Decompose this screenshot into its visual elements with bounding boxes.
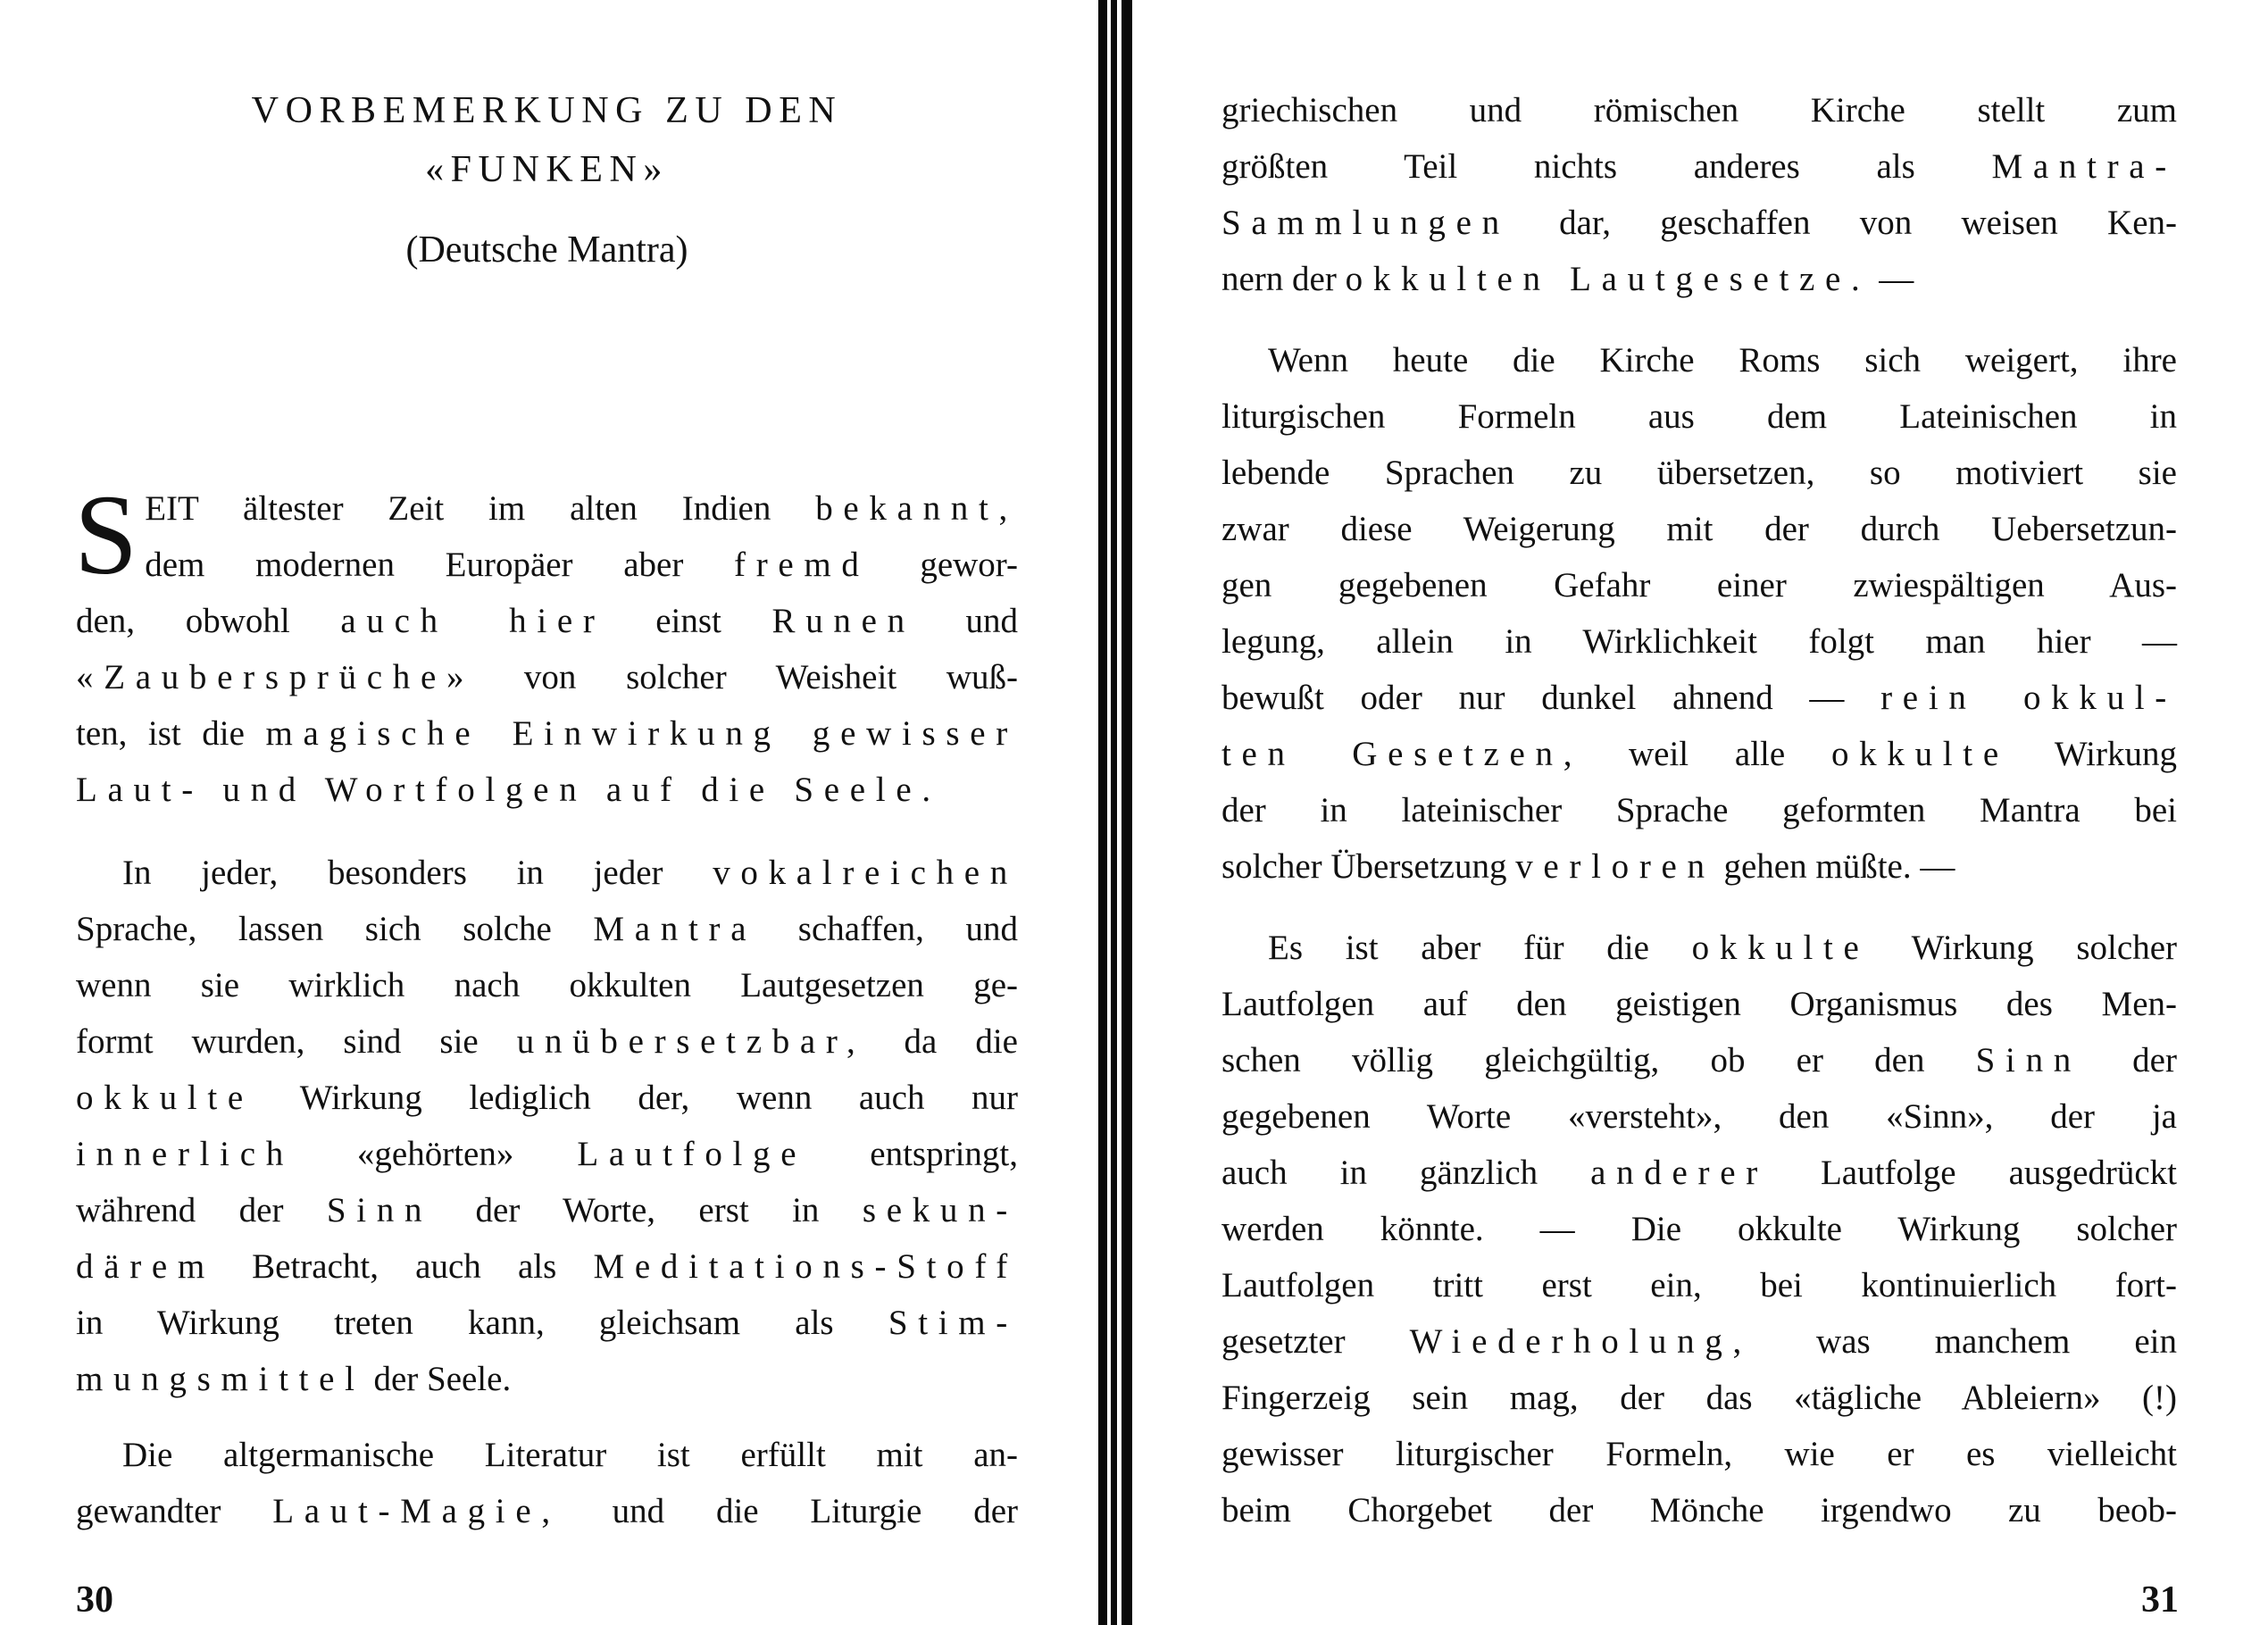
chapter-subtitle: (Deutsche Mantra) xyxy=(405,229,688,271)
text-line xyxy=(1222,1313,2177,1370)
text-segment: gewisser liturgischer Formeln, wie er es vielleicht xyxy=(1222,1435,2177,1473)
emphasized-spaced-text: Meditations-Stoff xyxy=(593,1247,1018,1286)
text-segment: schaffen, und xyxy=(756,910,1018,948)
emphasized-spaced-text: okkulte xyxy=(1691,929,1870,967)
text-segment: nern der xyxy=(1222,260,1346,298)
text-segment: gewandter xyxy=(76,1492,273,1530)
text-line xyxy=(76,1483,1018,1539)
text-segment: von solcher Weisheit wuß- xyxy=(474,658,1018,696)
text-line xyxy=(76,845,1018,901)
emphasized-spaced-text: Sammlungen xyxy=(1222,204,1510,242)
text-line xyxy=(76,957,1018,1013)
emphasized-spaced-text: Mantra xyxy=(593,910,757,948)
text-line xyxy=(1222,195,2177,251)
text-line xyxy=(76,705,1018,762)
text-line xyxy=(1222,670,2177,726)
text-line xyxy=(1222,1426,2177,1482)
text-segment: liturgischen Formeln aus dem Lateinischen in xyxy=(1222,397,2177,436)
text-segment: griechischen und römischen Kirche stellt zum xyxy=(1222,91,2177,129)
text-line xyxy=(1222,976,2177,1032)
text-line xyxy=(1222,138,2177,195)
text-segment: gegebenen Worte «versteht», den «Sinn», der ja xyxy=(1222,1097,2177,1136)
emphasized-spaced-text: okkulten Lautgesetze. xyxy=(1345,260,1871,298)
text-line xyxy=(1222,1088,2177,1145)
text-line xyxy=(1222,1257,2177,1313)
text-line xyxy=(1222,501,2177,557)
left-page xyxy=(0,0,1094,1625)
text-segment: in Wirkung treten kann, gleichsam als xyxy=(76,1304,888,1342)
text-segment: und xyxy=(914,602,1018,640)
text-segment: In jeder, besonders in jeder xyxy=(122,854,713,892)
text-segment: gewor- xyxy=(869,546,1018,584)
text-line xyxy=(76,480,1018,537)
text-line xyxy=(76,762,1018,818)
text-segment: der Worte, erst in xyxy=(432,1191,863,1229)
text-line xyxy=(1222,1145,2177,1201)
text-segment: was manchem ein xyxy=(1752,1322,2177,1361)
text-line xyxy=(76,593,1018,649)
text-line xyxy=(76,1126,1018,1182)
emphasized-spaced-text: Lautfolge xyxy=(577,1135,807,1173)
paragraph xyxy=(74,471,1018,818)
text-segment: weil alle xyxy=(1582,735,1831,773)
text-segment: — xyxy=(1870,260,1914,298)
chapter-title-line-2: «FUNKEN» xyxy=(425,149,669,190)
text-segment: schen völlig gleichgültig, ob er den xyxy=(1222,1041,1976,1079)
text-line xyxy=(1222,1032,2177,1088)
text-line xyxy=(1222,1201,2177,1257)
emphasized-spaced-text: mungsmittel xyxy=(76,1360,365,1398)
text-segment: Wirkung lediglich der, wenn auch nur xyxy=(253,1079,1018,1117)
paragraph xyxy=(1222,332,2177,895)
text-segment: formt wurden, sind sie xyxy=(76,1022,517,1061)
text-segment: da die xyxy=(865,1022,1018,1061)
emphasized-spaced-text: okkulte xyxy=(76,1079,254,1117)
text-segment: Lautfolge ausgedrückt xyxy=(1767,1154,2178,1192)
text-segment: wenn sie wirklich nach okkulten Lautgesetzen ge- xyxy=(76,966,1018,1004)
paragraph xyxy=(1222,82,2177,307)
paragraph xyxy=(76,845,1018,1407)
text-segment: lebende Sprachen zu übersetzen, so motiviert sie xyxy=(1222,454,2177,492)
page-number: 31 xyxy=(2141,1579,2179,1621)
chapter-title-line-1: VORBEMERKUNG ZU DEN xyxy=(251,90,843,131)
text-segment: auch in gänzlich xyxy=(1222,1154,1591,1192)
text-segment: bewußt oder nur dunkel ahnend — xyxy=(1222,679,1881,717)
emphasized-spaced-text: fremd xyxy=(734,546,870,584)
text-line xyxy=(76,1070,1018,1126)
text-segment: zwar diese Weigerung mit der durch Uebersetzun- xyxy=(1222,510,2177,548)
text-line xyxy=(1222,920,2177,976)
text-segment: dar, geschaffen von weisen Ken- xyxy=(1509,204,2177,242)
text-line xyxy=(1222,726,2177,782)
text-line xyxy=(76,537,1018,593)
emphasized-spaced-text: unübersetzbar, xyxy=(516,1022,866,1061)
text-segment: beim Chorgebet der Mönche irgendwo zu beob- xyxy=(1222,1491,2177,1529)
emphasized-spaced-text: magische Einwirkung gewisser xyxy=(265,714,1018,753)
emphasized-spaced-text: anderer xyxy=(1590,1154,1768,1192)
text-line xyxy=(1222,1482,2177,1538)
text-line xyxy=(1222,82,2177,138)
text-segment: und die Liturgie der xyxy=(560,1492,1018,1530)
text-segment: den, obwohl xyxy=(76,602,341,640)
emphasized-spaced-text: rein okkul- xyxy=(1880,679,2177,717)
text-segment: Die altgermanische Literatur ist erfüllt mit an- xyxy=(122,1436,1018,1474)
paragraph xyxy=(1222,920,2177,1538)
emphasized-spaced-text: okkulte xyxy=(1830,735,2009,773)
emphasized-spaced-text: auch hier xyxy=(340,602,605,640)
text-line xyxy=(76,1427,1018,1483)
emphasized-spaced-text: «Zaubersprüche» xyxy=(76,658,475,696)
emphasized-spaced-text: Wiederholung, xyxy=(1409,1322,1752,1361)
text-segment: Betracht, auch als xyxy=(214,1247,594,1286)
text-segment: größten Teil nichts anderes als xyxy=(1222,147,1992,186)
text-segment: der Seele. xyxy=(364,1360,512,1398)
text-segment: legung, allein in Wirklichkeit folgt man hier — xyxy=(1222,622,2177,661)
text-line xyxy=(1222,388,2177,445)
text-line xyxy=(1222,557,2177,613)
text-segment: Wenn heute die Kirche Roms sich weigert, ihre xyxy=(1268,341,2177,379)
text-line xyxy=(76,1013,1018,1070)
text-segment: Wirkung xyxy=(2008,735,2178,773)
book-gutter xyxy=(1095,0,1138,1625)
text-segment: gen gegebenen Gefahr einer zwiespältigen Aus- xyxy=(1222,566,2177,604)
text-line xyxy=(1222,332,2177,388)
text-segment: während der xyxy=(76,1191,327,1229)
text-segment: Lautfolgen tritt erst ein, bei kontinuierlich fort- xyxy=(1222,1266,2177,1304)
text-line xyxy=(76,1295,1018,1351)
text-segment: «gehörten» xyxy=(293,1135,578,1173)
emphasized-spaced-text: innerlich xyxy=(76,1135,294,1173)
text-line xyxy=(76,1238,1018,1295)
emphasized-spaced-text: Sinn xyxy=(1975,1041,2081,1079)
text-line xyxy=(1222,445,2177,501)
text-segment: gesetzter xyxy=(1222,1322,1410,1361)
text-segment: Fingerzeig sein mag, der das «tägliche Ableiern» (!) xyxy=(1222,1379,2177,1417)
page-number: 30 xyxy=(76,1579,113,1621)
text-line xyxy=(1222,782,2177,838)
emphasized-spaced-text: sekun- xyxy=(862,1191,1018,1229)
text-segment: einst xyxy=(605,602,772,640)
text-segment: der in lateinischer Sprache geformten Mantra bei xyxy=(1222,791,2177,829)
text-segment: werden könnte. — Die okkulte Wirkung solcher xyxy=(1222,1210,2177,1248)
emphasized-spaced-text: Laut- und Wortfolgen auf die Seele. xyxy=(76,771,941,809)
text-segment: gehen müßte. — xyxy=(1714,847,1955,886)
text-line xyxy=(76,901,1018,957)
text-segment: EIT ältester Zeit im alten Indien xyxy=(145,489,816,528)
text-line xyxy=(76,1351,1018,1407)
text-segment: solcher Übersetzung xyxy=(1222,847,1516,886)
text-segment: entspringt, xyxy=(806,1135,1018,1173)
text-line xyxy=(1222,251,2177,307)
emphasized-spaced-text: Sinn xyxy=(326,1191,433,1229)
emphasized-spaced-text: därem xyxy=(76,1247,215,1286)
text-line xyxy=(76,649,1018,705)
text-segment: ten, ist die xyxy=(76,714,266,753)
right-page xyxy=(1138,0,2268,1625)
text-segment: Es ist aber für die xyxy=(1268,929,1692,967)
text-line xyxy=(1222,613,2177,670)
emphasized-spaced-text: Laut-Magie, xyxy=(272,1492,561,1530)
text-line xyxy=(76,1182,1018,1238)
text-segment: dem modernen Europäer aber xyxy=(145,546,735,584)
text-line xyxy=(1222,838,2177,895)
emphasized-spaced-text: Stim- xyxy=(888,1304,1018,1342)
text-segment: Lautfolgen auf den geistigen Organismus des Men- xyxy=(1222,985,2177,1023)
emphasized-spaced-text: ten Gesetzen, xyxy=(1222,735,1583,773)
text-segment: Wirkung solcher xyxy=(1869,929,2177,967)
emphasized-spaced-text: verloren xyxy=(1515,847,1715,886)
paragraph xyxy=(76,1427,1018,1539)
emphasized-spaced-text: Mantra- xyxy=(1991,147,2177,186)
text-line xyxy=(1222,1370,2177,1426)
emphasized-spaced-text: vokalreichen xyxy=(713,854,1018,892)
text-segment: Sprache, lassen sich solche xyxy=(76,910,594,948)
text-segment: der xyxy=(2080,1041,2177,1079)
drop-cap: S xyxy=(74,471,138,598)
emphasized-spaced-text: Runen xyxy=(771,602,915,640)
emphasized-spaced-text: bekannt, xyxy=(815,489,1018,528)
